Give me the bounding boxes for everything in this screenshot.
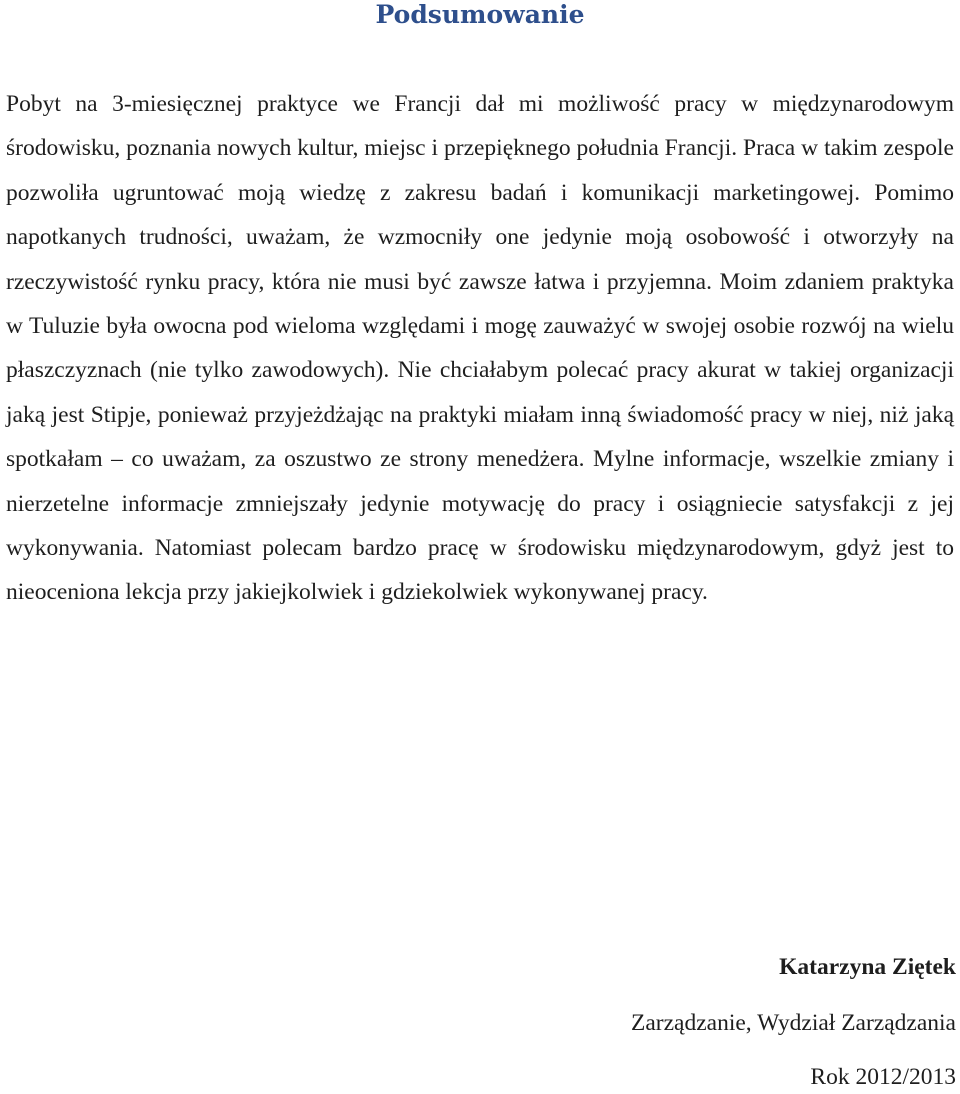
page-title: Podsumowanie (375, 0, 585, 29)
author-affiliation: Zarządzanie, Wydział Zarządzania (631, 1010, 956, 1036)
author-name: Katarzyna Ziętek (779, 954, 956, 980)
academic-year: Rok 2012/2013 (810, 1064, 956, 1090)
summary-paragraph: Pobyt na 3-miesięcznej praktyce we Francji dał mi możliwość pracy w międzynarodowym środowisku, poznania nowych kultur, miejsc i przepięknego południa Francji. Praca w takim zespole pozwoliła ugruntować moją wiedzę z zakresu badań i komunikacji marketingowej. Pomimo napotkanych trudności, uważam, że wzmocniły one jedynie moją osobowość i otworzyły na rzeczywistość rynku pracy, która nie musi być zawsze łatwa i przyjemna. Moim zdaniem praktyka w Tuluzie była owocna pod wieloma względami i mogę zauważyć w swojej osobie rozwój na wielu płaszczyznach (nie tylko zawodowych). Nie chciałabym polecać pracy akurat w takiej organizacji jaką jest Stipje, ponieważ przyjeżdżając na praktyki miałam inną świadomość pracy w niej, niż jaką spotkałam – co uważam, za oszustwo ze strony menedżera. Mylne informacje, wszelkie zmiany i nierzetelne informacje zmniejszały jedynie motywację do pracy i osiągniecie satysfakcji z jej wykonywania. Natomiast polecam bardzo pracę w środowisku międzynarodowym, gdyż jest to nieoceniona lekcja przy jakiejkolwiek i gdziekolwiek wykonywanej pracy. (6, 91, 954, 606)
